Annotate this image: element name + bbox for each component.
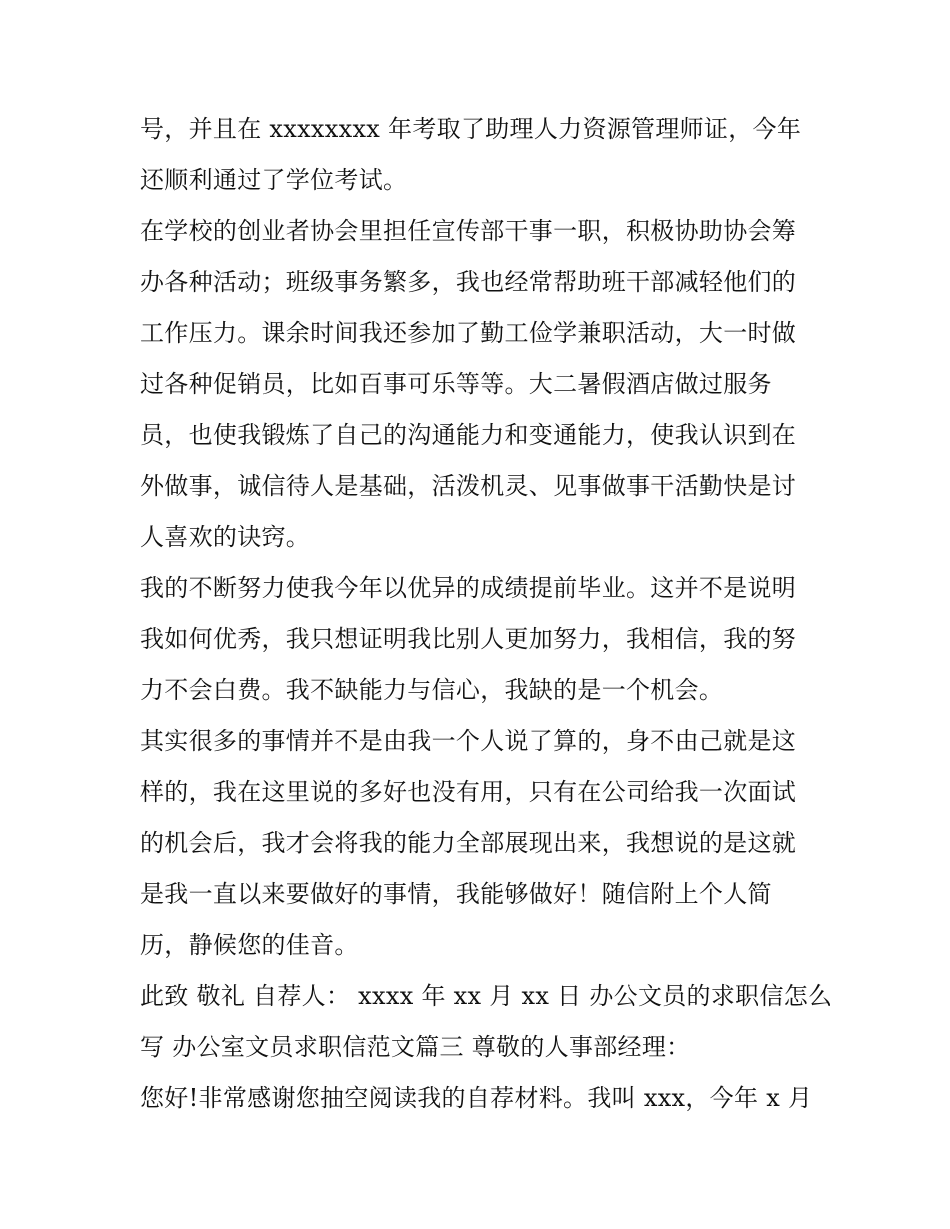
text-line: 我的不断努力使我今年以优异的成绩提前毕业。这并不是说明 xyxy=(140,574,797,602)
text-line: 在学校的创业者协会里担任宣传部干事一职，积极协助协会筹 xyxy=(140,217,797,245)
text-line: 样的，我在这里说的多好也没有用，只有在公司给我一次面试 xyxy=(140,778,797,806)
paragraph-5 xyxy=(140,971,833,1073)
text-line: 力不会白费。我不缺能力与信心，我缺的是一个机会。 xyxy=(140,676,724,704)
text-line: 人喜欢的诀窍。 xyxy=(140,523,311,551)
text-line: 写 办公室文员求职信范文篇三 尊敬的人事部经理： xyxy=(140,1033,691,1061)
text-line: 您好!非常感谢您抽空阅读我的自荐材料。我叫 xxx，今年 x 月 xyxy=(140,1084,813,1112)
text-line: 员，也使我锻炼了自己的沟通能力和变通能力，使我认识到在 xyxy=(140,421,797,449)
text-line: 历，静候您的佳音。 xyxy=(140,931,359,959)
text-line: 号，并且在 xxxxxxxx 年考取了助理人力资源管理师证，今年 xyxy=(140,115,802,143)
text-line: 过各种促销员，比如百事可乐等等。大二暑假酒店做过服务 xyxy=(140,370,772,398)
paragraph-2 xyxy=(140,206,815,563)
paragraph-3 xyxy=(140,563,815,716)
paragraph-6 xyxy=(140,1073,815,1124)
text-line: 工作压力。课余时间我还参加了勤工俭学兼职活动，大一时做 xyxy=(140,319,797,347)
paragraph-4 xyxy=(140,716,815,971)
text-line: 的机会后，我才会将我的能力全部展现出来，我想说的是这就 xyxy=(140,829,797,857)
text-line: 此致 敬礼 自荐人： xxxx 年 xx 月 xx 日 办公文员的求职信怎么 xyxy=(140,982,833,1010)
text-line: 还顺利通过了学位考试。 xyxy=(140,166,408,194)
text-line: 其实很多的事情并不是由我一个人说了算的，身不由己就是这 xyxy=(140,727,797,755)
text-line: 是我一直以来要做好的事情，我能够做好！随信附上个人简 xyxy=(140,880,772,908)
paragraph-1 xyxy=(140,104,815,206)
text-line: 办各种活动；班级事务繁多，我也经常帮助班干部减轻他们的 xyxy=(140,268,797,296)
text-line: 外做事，诚信待人是基础，活泼机灵、见事做事干活勤快是讨 xyxy=(140,472,797,500)
text-line: 我如何优秀，我只想证明我比别人更加努力，我相信，我的努 xyxy=(140,625,797,653)
